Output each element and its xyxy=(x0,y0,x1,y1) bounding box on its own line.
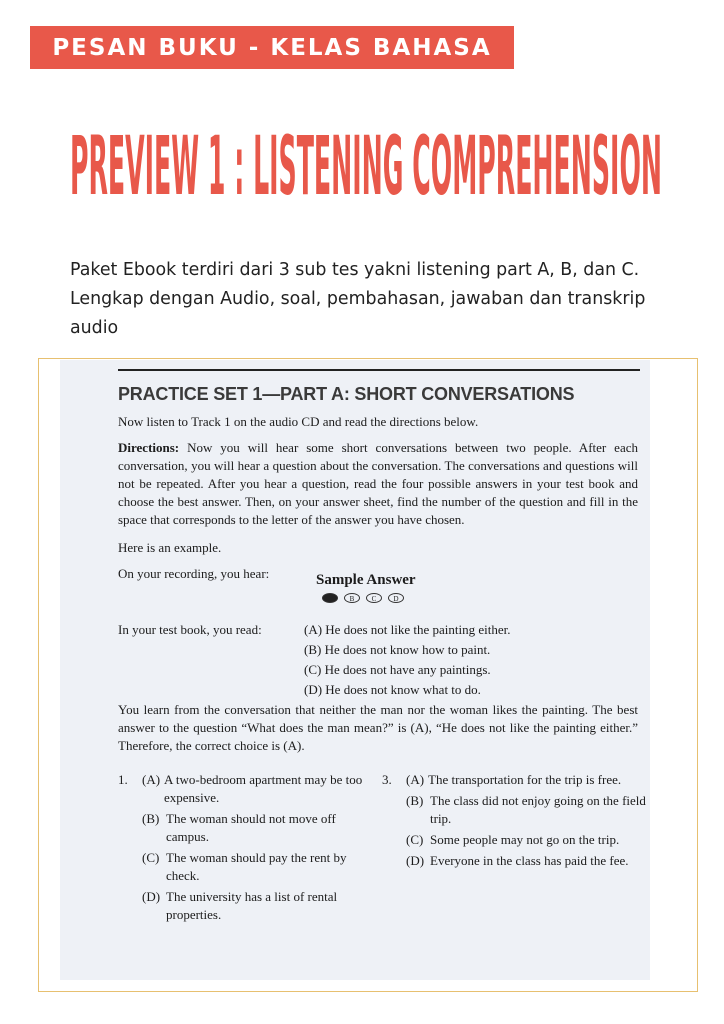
recording-label: On your recording, you hear: xyxy=(118,566,270,581)
bubble-a xyxy=(322,593,338,603)
sample-answer xyxy=(316,571,416,603)
bubble-d: D xyxy=(388,593,404,603)
option-letter: (B) xyxy=(142,811,160,826)
hero-title-text: PREVIEW 1 : LISTENING COMPREHENSION xyxy=(70,119,662,204)
question-options xyxy=(142,771,382,927)
directions-text: Now you will hear some short conversations between two people. After each conversation, you will hear a question about the conversation. The conversations and questions will not be repeated. After you hear a question, read the four possible answers in your test book and choose the best answer. Then, on your answer sheet, find the number of the question and fill in the space that corresponds to the letter of the answer you have chosen. xyxy=(118,440,638,527)
sample-answer-title: Sample Answer xyxy=(316,572,416,588)
directions-label: Directions: xyxy=(118,440,180,455)
question-3 xyxy=(382,771,646,927)
option-text: Everyone in the class has paid the fee. xyxy=(430,853,629,868)
explanation-paragraph: You learn from the conversation that neither the man nor the woman likes the painting. The best answer to the question “What does the man mean?” is (A), “He does not like the painting either.” Therefore, the correct choice is (A). xyxy=(118,702,638,753)
practice-heading: PRACTICE SET 1—PART A: SHORT CONVERSATIONS xyxy=(118,384,575,404)
read-label: In your test book, you read: xyxy=(118,622,262,637)
questions xyxy=(118,771,646,927)
question-option xyxy=(142,888,382,924)
hero-title xyxy=(70,112,664,204)
question-option xyxy=(142,810,382,846)
question-option xyxy=(142,771,382,807)
recording-row xyxy=(118,565,638,603)
question-options xyxy=(406,771,646,927)
option-text: The transportation for the trip is free. xyxy=(428,772,622,787)
intro-paragraph: Paket Ebook terdiri dari 3 sub tes yakni listening part A, B, dan C. Lengkap dengan Audio, soal, pembahasan, jawaban dan transkrip audio xyxy=(70,260,646,338)
read-row xyxy=(118,621,638,701)
option-text: The woman should pay the rent by check. xyxy=(166,850,347,883)
option-text: A two-bedroom apartment may be too expensive. xyxy=(164,772,363,805)
scanned-page xyxy=(60,360,650,980)
example-intro: Here is an example. xyxy=(118,540,222,555)
read-option: (C) He does not have any paintings. xyxy=(304,662,491,677)
option-letter: (D) xyxy=(406,853,425,868)
read-option: (B) He does not know how to paint. xyxy=(304,642,491,657)
question-number: 1. xyxy=(118,772,128,787)
option-letter: (A) xyxy=(142,772,161,787)
option-text: The woman should not move off campus. xyxy=(166,811,336,844)
option-letter: (B) xyxy=(406,793,424,808)
question-1 xyxy=(118,771,382,927)
directions-paragraph xyxy=(118,439,638,529)
track-instruction: Now listen to Track 1 on the audio CD and read the directions below. xyxy=(118,414,479,429)
answer-bubbles xyxy=(322,593,416,603)
option-text: The university has a list of rental properties. xyxy=(166,889,338,922)
bubble-c: C xyxy=(366,593,382,603)
question-number: 3. xyxy=(382,772,392,787)
question-option xyxy=(406,792,646,828)
option-letter: (D) xyxy=(142,889,161,904)
question-option xyxy=(406,852,646,870)
top-rule xyxy=(118,369,640,371)
question-option xyxy=(142,849,382,885)
option-letter: (C) xyxy=(142,850,160,865)
badge-text: PESAN BUKU - KELAS BAHASA xyxy=(52,34,492,61)
question-option xyxy=(406,771,646,789)
category-badge xyxy=(30,26,514,69)
read-options xyxy=(304,621,511,701)
bubble-b: B xyxy=(344,593,360,603)
question-option xyxy=(406,831,646,849)
read-option: (D) He does not know what to do. xyxy=(304,682,481,697)
option-text: The class did not enjoy going on the field trip. xyxy=(430,793,646,826)
option-letter: (C) xyxy=(406,832,424,847)
read-option: (A) He does not like the painting either. xyxy=(304,622,511,637)
option-letter: (A) xyxy=(406,772,425,787)
option-text: Some people may not go on the trip. xyxy=(430,832,620,847)
